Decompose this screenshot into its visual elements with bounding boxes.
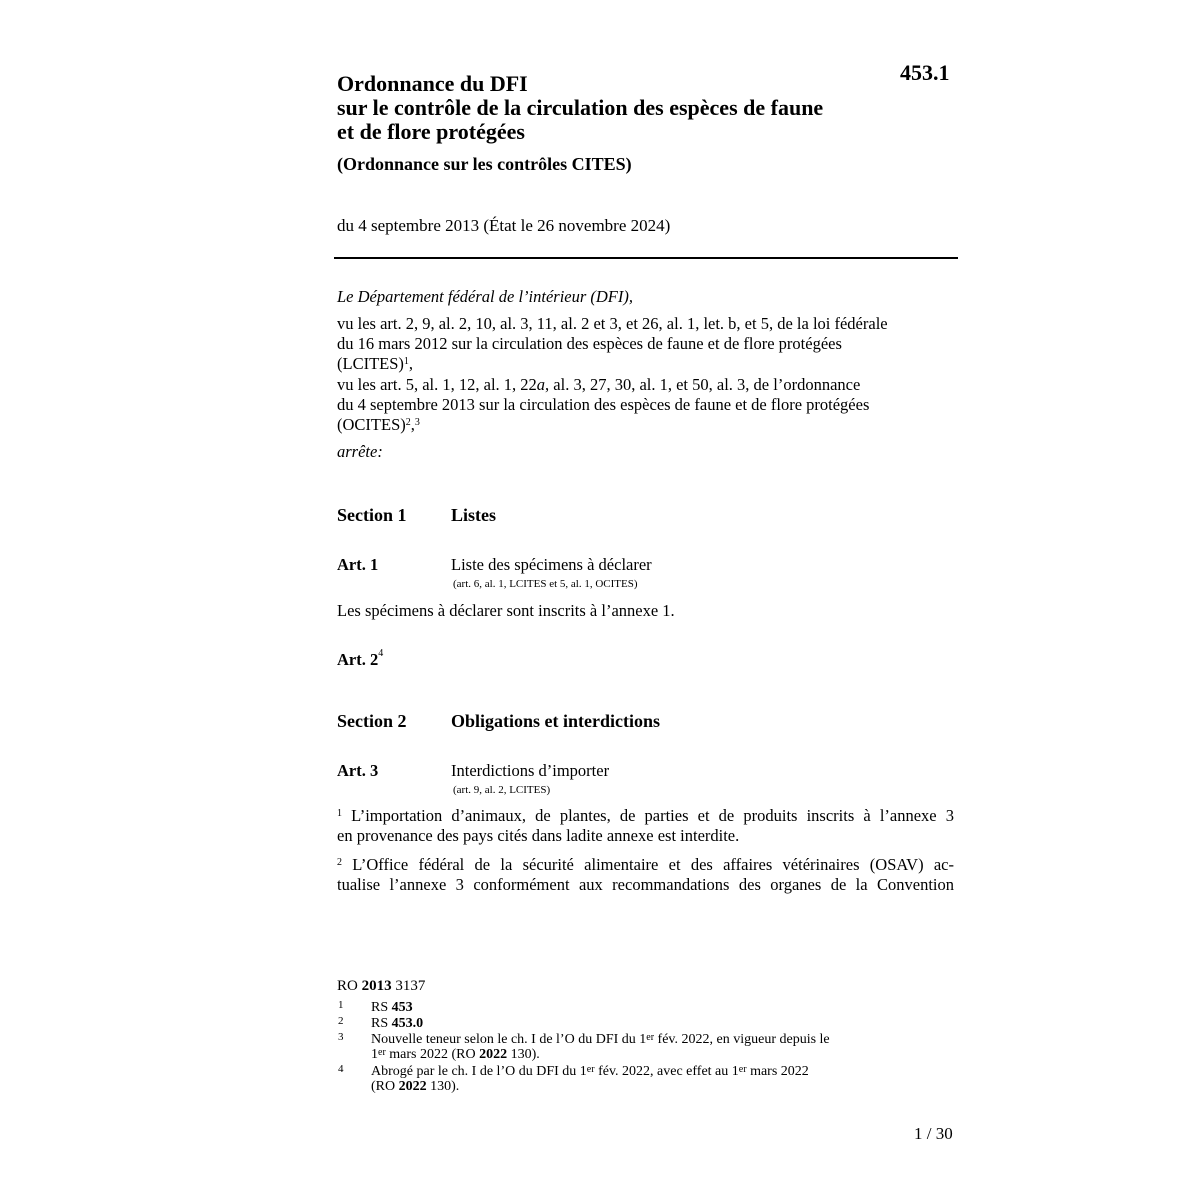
text-span: er xyxy=(646,1032,655,1043)
text-span: , xyxy=(408,354,414,373)
text-line xyxy=(371,1079,809,1094)
text-span: Abrogé par le ch. I de l’O du DFI du 1 xyxy=(371,1064,587,1079)
footnote-4-number: 4 xyxy=(338,1063,344,1075)
text-span: (LCITES) xyxy=(337,354,404,373)
preamble-vu1 xyxy=(337,314,888,374)
article-3-paragraph-2 xyxy=(337,855,954,895)
document-title xyxy=(337,72,897,144)
text-span: 453 xyxy=(391,1000,413,1015)
preamble-authority: Le Département fédéral de l’intérieur (DFI), xyxy=(337,287,634,306)
paragraph-number: 1 xyxy=(337,808,342,819)
text-span: 2022 xyxy=(398,1079,427,1094)
footnote-ref[interactable]: 3 xyxy=(414,417,420,428)
text-span: fév. 2022, avec effet au 1 xyxy=(594,1064,739,1079)
title-line: sur le contrôle de la circulation des espèces de faune xyxy=(337,95,824,120)
text-line: tualise l’annexe 3 conformément aux recommandations des organes de la Convention xyxy=(337,875,954,894)
text-line: du 16 mars 2012 sur la circulation des espèces de faune et de flore protégées xyxy=(337,334,842,353)
text-span: RS xyxy=(371,1000,392,1015)
text-span: 130). xyxy=(426,1079,460,1094)
section-1-label: Section 1 xyxy=(337,505,407,525)
section-2-label: Section 2 xyxy=(337,711,407,731)
title-line: et de flore protégées xyxy=(337,119,525,144)
text-span: fév. 2022, en vigueur depuis le xyxy=(654,1032,830,1047)
text-line xyxy=(371,1047,830,1062)
text-line xyxy=(337,375,869,395)
text-span: (RO xyxy=(371,1079,399,1094)
text-span: er xyxy=(738,1064,747,1075)
header-divider xyxy=(334,257,958,259)
article-3-label: Art. 3 xyxy=(337,761,379,780)
preamble-decree: arrête: xyxy=(337,442,383,461)
footnote-3-number: 3 xyxy=(338,1031,344,1043)
footnote-ref[interactable]: 4 xyxy=(378,648,384,659)
paragraph-number: 2 xyxy=(337,857,342,868)
article-3-title: Interdictions d’importer xyxy=(451,761,610,780)
text-span: RO xyxy=(337,978,362,994)
document-subtitle: (Ordonnance sur les contrôles CITES) xyxy=(337,154,632,174)
text-span: er xyxy=(586,1064,595,1075)
text-line xyxy=(337,415,869,435)
text-line: en provenance des pays cités dans ladite annexe est interdite. xyxy=(337,826,740,845)
footnote-2-number: 2 xyxy=(338,1015,344,1027)
text-span: L’Office fédéral de la sécurité alimentaire et des affaires vétérinaires (OSAV) ac- xyxy=(352,855,954,874)
article-1-label: Art. 1 xyxy=(337,555,379,574)
text-span: er xyxy=(378,1047,386,1058)
text-span: Nouvelle teneur selon le ch. I de l’O du DFI du 1 xyxy=(371,1032,647,1047)
text-span: a xyxy=(536,375,546,394)
document-date: du 4 septembre 2013 (État le 26 novembre 2024) xyxy=(337,216,671,235)
text-span: mars 2022 (RO xyxy=(385,1047,480,1062)
text-span: 2022 xyxy=(479,1047,508,1062)
footnote-1-text xyxy=(371,1000,413,1015)
text-span: RS xyxy=(371,1016,392,1031)
text-line xyxy=(337,354,888,374)
preamble-vu2 xyxy=(337,375,869,435)
article-2-label xyxy=(337,650,383,670)
text-line: vu les art. 2, 9, al. 2, 10, al. 3, 11, al. 2 et 3, et 26, al. 1, let. b, et 5, de la loi fédérale xyxy=(337,314,888,333)
text-span: 2013 xyxy=(361,978,392,994)
footnote-2-text xyxy=(371,1016,423,1031)
text-span: 3137 xyxy=(391,978,426,994)
footnote-4-text xyxy=(371,1064,809,1094)
text-span: 453.0 xyxy=(391,1016,424,1031)
article-1-ref: (art. 6, al. 1, LCITES et 5, al. 1, OCITES) xyxy=(453,578,638,590)
footnote-ro xyxy=(337,979,425,994)
text-span: L’importation d’animaux, de plantes, de parties et de produits inscrits à l’annexe 3 xyxy=(351,806,955,825)
text-span: 130). xyxy=(507,1047,540,1062)
page-number: 1 / 30 xyxy=(914,1124,953,1143)
text-span: Art. 2 xyxy=(337,650,379,669)
footnote-ref[interactable]: 1 xyxy=(403,356,409,367)
article-1-title: Liste des spécimens à déclarer xyxy=(451,555,652,574)
text-span: (OCITES) xyxy=(337,415,406,434)
text-span: , xyxy=(410,415,415,434)
text-line xyxy=(337,806,954,826)
systematic-number: 453.1 xyxy=(900,60,950,85)
text-span: 1 xyxy=(371,1047,378,1062)
footnote-1-number: 1 xyxy=(338,999,344,1011)
section-2-title: Obligations et interdictions xyxy=(451,711,661,731)
footnote-3-text xyxy=(371,1032,830,1062)
text-line xyxy=(337,855,954,875)
text-line xyxy=(371,1064,809,1079)
text-line xyxy=(371,1032,830,1047)
footnote-ref[interactable]: 2 xyxy=(405,417,411,428)
text-span: mars 2022 xyxy=(746,1064,809,1079)
section-1-title: Listes xyxy=(451,505,496,525)
title-line: Ordonnance du DFI xyxy=(337,71,528,96)
article-3-ref: (art. 9, al. 2, LCITES) xyxy=(453,784,551,796)
article-1-text: Les spécimens à déclarer sont inscrits à l’annexe 1. xyxy=(337,601,675,620)
text-line: du 4 septembre 2013 sur la circulation des espèces de faune et de flore protégées xyxy=(337,395,870,414)
text-span: vu les art. 5, al. 1, 12, al. 1, 22 xyxy=(337,375,537,394)
text-span: , al. 3, 27, 30, al. 1, et 50, al. 3, de l’ordonnance xyxy=(545,375,861,394)
article-3-paragraph-1 xyxy=(337,806,954,846)
